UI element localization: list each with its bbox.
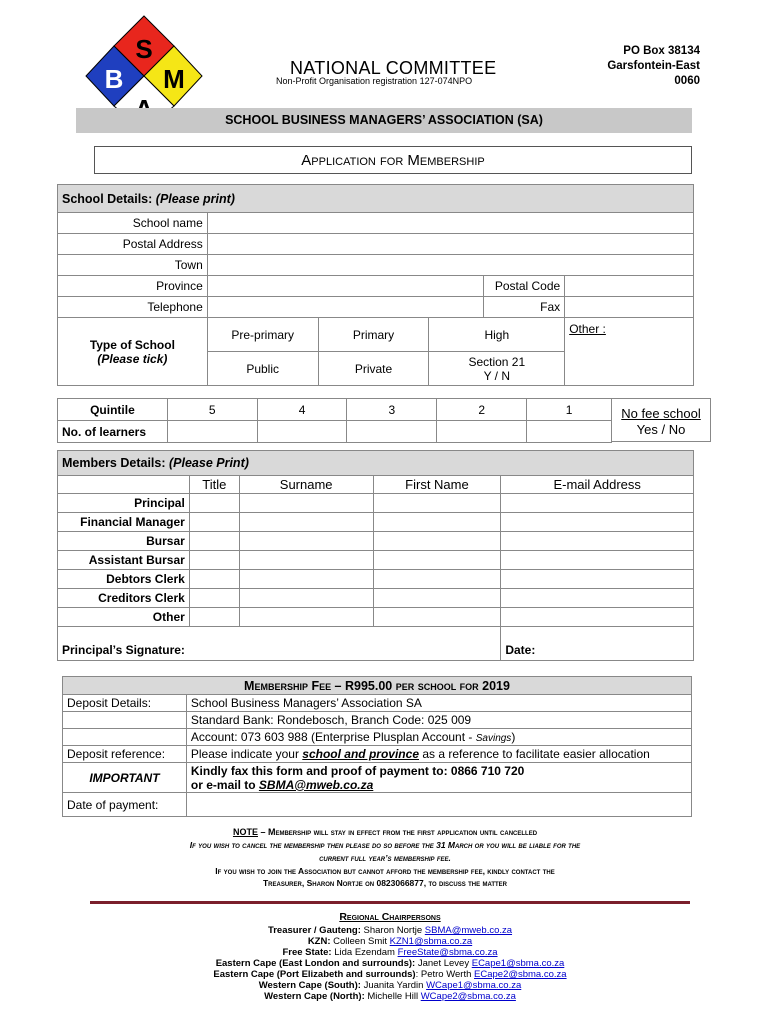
role-financial-manager: Financial Manager xyxy=(58,513,190,532)
telephone-field[interactable] xyxy=(207,297,484,318)
postal-code-label: Postal Code xyxy=(484,276,565,297)
note-label: NOTE xyxy=(232,827,258,837)
learners-field-2[interactable] xyxy=(437,421,527,443)
other-label: Other : xyxy=(569,322,606,336)
region-label: Eastern Cape (Port Elizabeth and surrounds) xyxy=(213,969,416,980)
chairperson-email-link[interactable]: WCape2@sbma.co.za xyxy=(420,991,516,1002)
association-banner: SCHOOL BUSINESS MANAGERS’ ASSOCIATION (SA) xyxy=(76,108,692,133)
account-details: Account: 073 603 988 (Enterprise Plusplan Account - Savings) xyxy=(186,729,691,746)
surname-field[interactable] xyxy=(239,513,373,532)
public-option[interactable]: Public xyxy=(207,352,318,386)
learners-label: No. of learners xyxy=(58,421,168,443)
heading-text: Members Details: xyxy=(62,456,166,470)
first-name-field[interactable] xyxy=(373,532,501,551)
email-field[interactable] xyxy=(501,532,694,551)
learners-field-3[interactable] xyxy=(347,421,437,443)
email-field[interactable] xyxy=(501,513,694,532)
membership-fee-heading: Membership Fee – R995.00 per school for 2019 xyxy=(63,677,692,695)
page-title: NATIONAL COMMITTEE xyxy=(290,58,497,78)
account-type: Savings xyxy=(475,733,512,744)
chairperson-row xyxy=(150,925,630,936)
blank-header xyxy=(58,476,190,494)
surname-field[interactable] xyxy=(239,532,373,551)
first-name-field[interactable] xyxy=(373,570,501,589)
blank-cell xyxy=(63,729,187,746)
principal-signature-field[interactable] xyxy=(58,627,501,661)
logo-letter-b: B xyxy=(104,64,124,94)
high-option[interactable]: High xyxy=(429,318,565,352)
deposit-account-name: School Business Managers’ Association SA xyxy=(186,695,691,712)
email-field[interactable] xyxy=(501,551,694,570)
reference-emphasis: school and province xyxy=(302,747,419,761)
primary-option[interactable]: Primary xyxy=(318,318,429,352)
first-name-field[interactable] xyxy=(373,513,501,532)
telephone-label: Telephone xyxy=(58,297,208,318)
reference-text-end: as a reference to facilitate easier allocation xyxy=(419,747,650,761)
chairperson-row xyxy=(150,947,630,958)
blank-cell xyxy=(63,712,187,729)
postal-address-label: Postal Address xyxy=(58,234,208,255)
quintile-5[interactable]: 5 xyxy=(167,399,257,421)
town-label: Town xyxy=(58,255,208,276)
province-label: Province xyxy=(58,276,208,297)
town-field[interactable] xyxy=(207,255,693,276)
chairperson-row xyxy=(150,958,630,969)
chairperson-row xyxy=(150,991,630,1002)
title-field[interactable] xyxy=(189,570,239,589)
no-fee-label: No fee school xyxy=(621,406,701,421)
payment-date-label: Date of payment: xyxy=(63,793,187,817)
no-fee-school-box[interactable] xyxy=(611,398,711,442)
chairperson-name: Sharon Nortje xyxy=(360,925,425,936)
chairperson-name: Lida Ezendam xyxy=(331,947,398,958)
divider xyxy=(90,901,690,904)
region-label: Western Cape (North): xyxy=(264,991,365,1002)
date-label: Date: xyxy=(505,643,536,657)
surname-field[interactable] xyxy=(239,494,373,513)
postal-code-field[interactable] xyxy=(565,276,694,297)
learners-field-1[interactable] xyxy=(527,421,612,443)
signature-label: Principal’s Signature: xyxy=(62,643,185,657)
surname-field[interactable] xyxy=(239,570,373,589)
members-heading xyxy=(58,451,694,476)
payment-date-field[interactable] xyxy=(186,793,691,817)
no-fee-yes-no: Yes / No xyxy=(636,422,686,437)
form-title: Application for Membership xyxy=(94,146,692,174)
hardship-note: If you wish to join the Association but cannot afford the membership fee, kindly contact the xyxy=(215,866,555,876)
registration-number: Non-Profit Organisation registration 127-074NPO xyxy=(276,76,473,86)
region-label: Free State: xyxy=(282,947,332,958)
email-field[interactable] xyxy=(501,494,694,513)
sbma-email-link[interactable]: SBMA@mweb.co.za xyxy=(258,777,374,792)
fax-field[interactable] xyxy=(565,297,694,318)
surname-field[interactable] xyxy=(239,589,373,608)
chairperson-email-link[interactable]: FreeState@sbma.co.za xyxy=(397,947,498,958)
quintile-3[interactable]: 3 xyxy=(347,399,437,421)
important-label: IMPORTANT xyxy=(63,763,187,793)
column-email: E-mail Address xyxy=(501,476,694,494)
section21-option[interactable] xyxy=(429,352,565,386)
chairperson-email-link[interactable]: ECape1@sbma.co.za xyxy=(471,958,565,969)
school-details-table xyxy=(57,184,694,386)
cancel-note: If you wish to cancel the membership then please do so before the 31 March or you will be liable for the xyxy=(189,840,581,850)
title-field[interactable] xyxy=(189,532,239,551)
role-debtors-clerk: Debtors Clerk xyxy=(58,570,190,589)
role-creditors-clerk: Creditors Clerk xyxy=(58,589,190,608)
email-field[interactable] xyxy=(501,589,694,608)
fax-label: Fax xyxy=(484,297,565,318)
bank-details: Standard Bank: Rondebosch, Branch Code: 025 009 xyxy=(186,712,691,729)
quintile-4[interactable]: 4 xyxy=(257,399,347,421)
cancel-note-continued: current full year’s membership fee. xyxy=(319,853,451,863)
first-name-field[interactable] xyxy=(373,589,501,608)
role-other: Other xyxy=(58,608,190,627)
title-field[interactable] xyxy=(189,551,239,570)
first-name-field[interactable] xyxy=(373,494,501,513)
school-details-heading xyxy=(58,185,694,213)
heading-note: (Please Print) xyxy=(169,456,249,470)
type-label-text: Type of School xyxy=(89,337,175,352)
school-name-field[interactable] xyxy=(207,213,693,234)
title-field[interactable] xyxy=(189,589,239,608)
chairpersons-list xyxy=(150,925,630,1002)
chairperson-name: Colleen Smit xyxy=(330,936,390,947)
postal-address-field[interactable] xyxy=(207,234,693,255)
title-field[interactable] xyxy=(189,494,239,513)
chairperson-name: Janet Levey xyxy=(415,958,472,969)
quintile-1[interactable]: 1 xyxy=(527,399,612,421)
logo-letter-s: S xyxy=(135,34,153,64)
email-field[interactable] xyxy=(501,570,694,589)
address-line: PO Box 38134 xyxy=(623,45,700,57)
column-surname: Surname xyxy=(239,476,373,494)
chairperson-name: Michelle Hill xyxy=(364,991,421,1002)
region-label: Treasurer / Gauteng: xyxy=(267,925,361,936)
date-field[interactable] xyxy=(501,627,694,661)
pre-primary-option[interactable]: Pre-primary xyxy=(207,318,318,352)
address-line: 0060 xyxy=(674,75,700,87)
surname-field[interactable] xyxy=(239,551,373,570)
province-field[interactable] xyxy=(207,276,484,297)
role-bursar: Bursar xyxy=(58,532,190,551)
school-name-label: School name xyxy=(58,213,208,234)
chairperson-row xyxy=(150,980,630,991)
region-label: KZN: xyxy=(307,936,331,947)
deposit-details-label: Deposit Details: xyxy=(63,695,187,712)
heading-text: School Details: xyxy=(62,191,153,206)
learners-field-5[interactable] xyxy=(167,421,257,443)
address-line: Garsfontein-East xyxy=(607,60,700,72)
learners-field-4[interactable] xyxy=(257,421,347,443)
chairpersons-heading: Regional Chairpersons xyxy=(339,911,441,923)
title-field[interactable] xyxy=(189,608,239,627)
members-table xyxy=(57,450,694,661)
logo-letter-m: M xyxy=(163,64,185,94)
membership-note xyxy=(60,825,710,839)
role-principal: Principal xyxy=(58,494,190,513)
column-first-name: First Name xyxy=(373,476,501,494)
title-field[interactable] xyxy=(189,513,239,532)
other-option[interactable] xyxy=(565,318,694,386)
quintile-table xyxy=(57,398,612,443)
heading-note: (Please print) xyxy=(155,191,235,206)
reference-text: Please indicate your xyxy=(190,747,303,761)
private-option[interactable]: Private xyxy=(318,352,429,386)
surname-field[interactable] xyxy=(239,608,373,627)
quintile-2[interactable]: 2 xyxy=(437,399,527,421)
chairperson-row xyxy=(150,969,630,980)
first-name-field[interactable] xyxy=(373,608,501,627)
account-number: Account: 073 603 988 (Enterprise Plusplan Account - xyxy=(190,730,476,744)
email-instruction: or e-mail to xyxy=(190,777,259,792)
type-note-text: (Please tick) xyxy=(97,351,168,366)
region-label: Western Cape (South): xyxy=(258,980,361,991)
column-title: Title xyxy=(189,476,239,494)
quintile-label: Quintile xyxy=(58,399,168,421)
section21-yes-no: Y / N xyxy=(483,368,511,383)
region-label: Eastern Cape (East London and surrounds): xyxy=(215,958,416,969)
section21-label: Section 21 xyxy=(468,354,526,369)
postal-address xyxy=(607,44,700,89)
deposit-reference-text xyxy=(186,746,691,763)
chairperson-email-link[interactable]: SBMA@mweb.co.za xyxy=(424,925,513,936)
type-of-school-label xyxy=(58,318,208,386)
first-name-field[interactable] xyxy=(373,551,501,570)
hardship-note-continued: Treasurer, Sharon Nortje on 0823066877, to discuss the matter xyxy=(262,878,507,888)
chairperson-name: Juanita Yardin xyxy=(360,980,427,991)
chairperson-row xyxy=(150,936,630,947)
fax-instruction: Kindly fax this form and proof of payment to: 0866 710 720 xyxy=(190,763,525,778)
deposit-reference-label: Deposit reference: xyxy=(63,746,187,763)
submission-instructions xyxy=(186,763,691,793)
email-field[interactable] xyxy=(501,608,694,627)
chairperson-email-link[interactable]: ECape2@sbma.co.za xyxy=(474,969,567,980)
role-assistant-bursar: Assistant Bursar xyxy=(58,551,190,570)
chairperson-email-link[interactable]: KZN1@sbma.co.za xyxy=(389,936,473,947)
membership-fee-table xyxy=(62,676,692,817)
note-line: – Membership will stay in effect from the first application until cancelled xyxy=(257,827,538,837)
chairperson-email-link[interactable]: WCape1@sbma.co.za xyxy=(426,980,522,991)
chairperson-name: : Petro Werth xyxy=(415,969,475,980)
